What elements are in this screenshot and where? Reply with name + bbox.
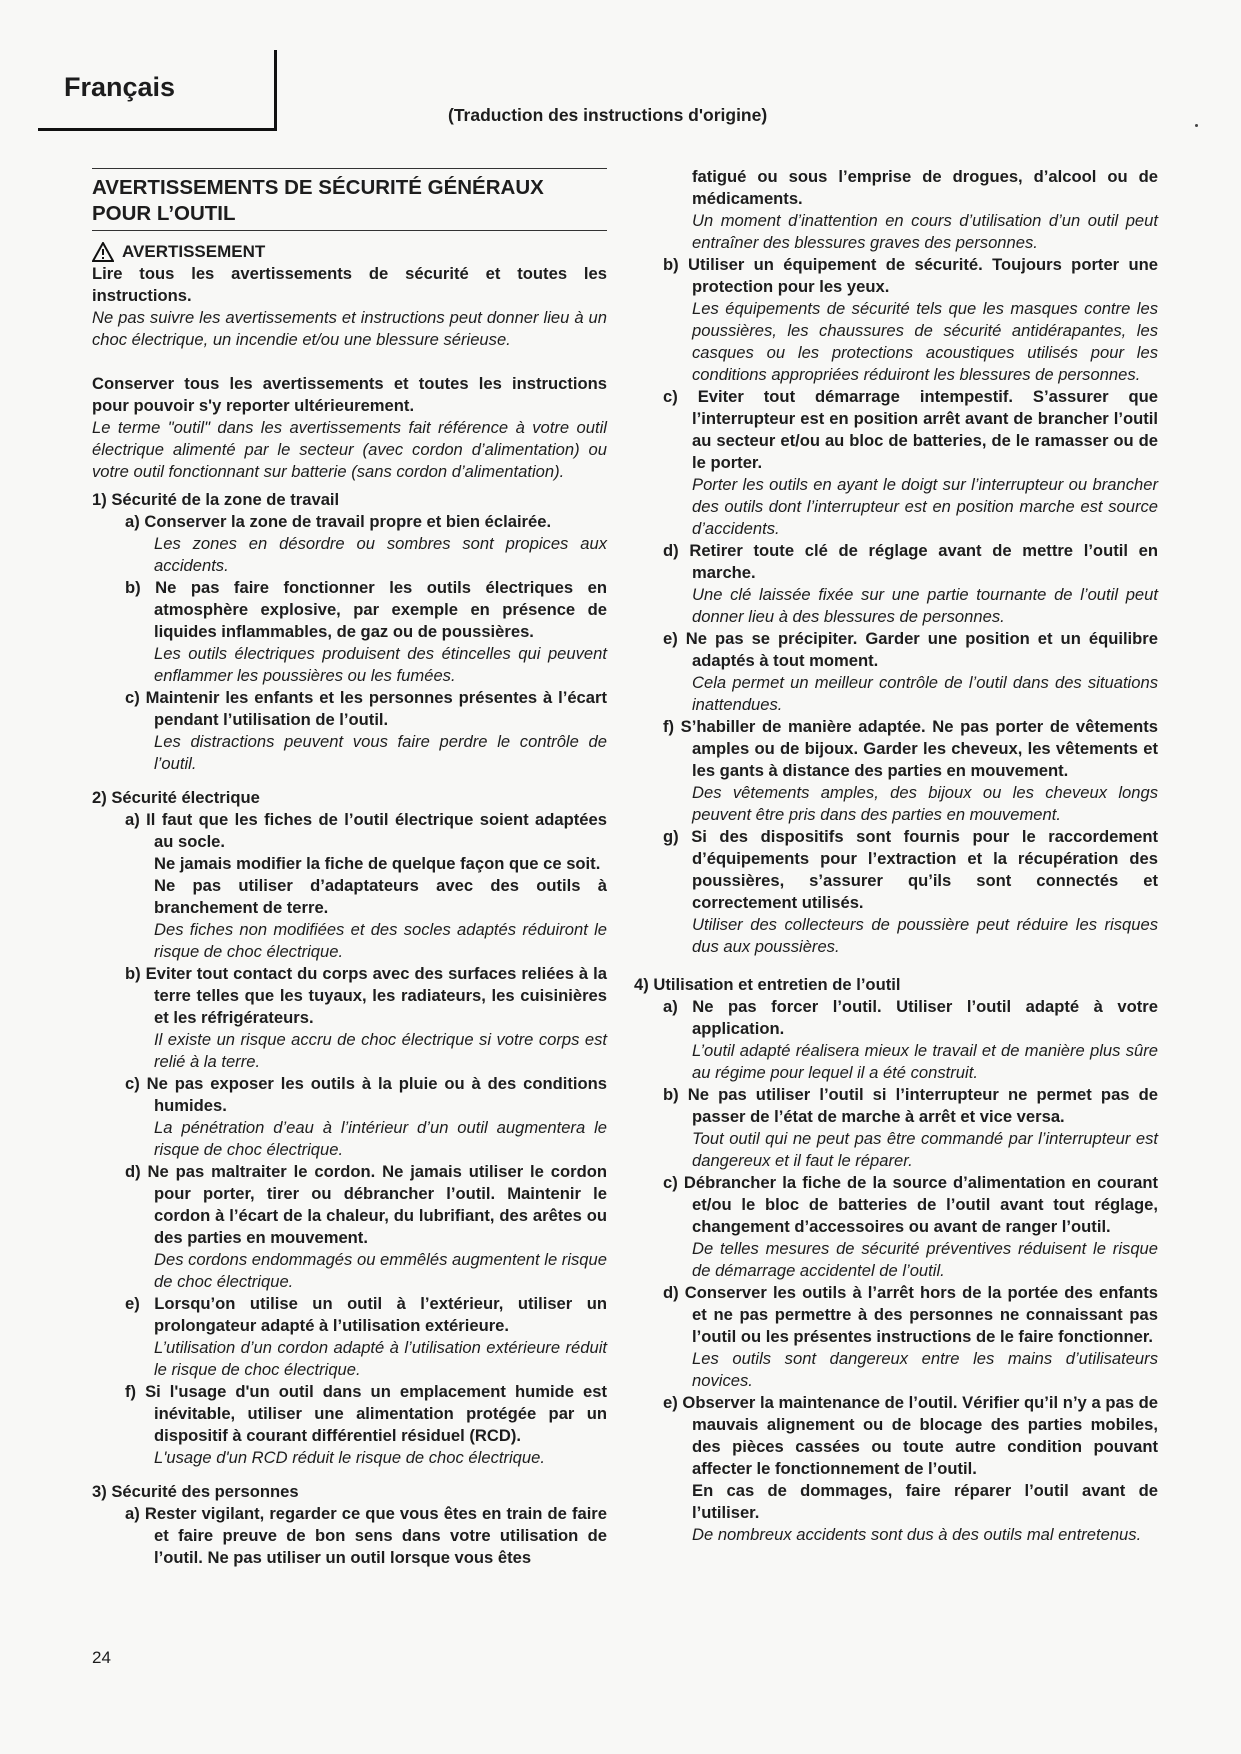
- note-4d: Les outils sont dangereux entre les mains d’utilisateurs novices.: [692, 1349, 1158, 1390]
- margin-mark: [1195, 124, 1198, 127]
- item-4d: d) Conserver les outils à l’arrêt hors de la portée des enfants et ne pas permettre à des personnes ne connaissant pas l’outil ou les présentes instructions de le faire fonctionner.: [663, 1283, 1158, 1346]
- item-3d: d) Retirer toute clé de réglage avant de mettre l’outil en marche.: [663, 541, 1158, 582]
- item-4e: e) Observer la maintenance de l’outil. Vérifier qu’il n’y a pas de mauvais alignement ou de blocage des parties mobiles, des pièces cassées ou toute autre condition pouvant affecter le fonctionnement de l’outil.: [663, 1393, 1158, 1478]
- item-1b: b) Ne pas faire fonctionner les outils électriques en atmosphère explosive, par exemple en présence de liquides inflammables, de gaz ou de poussières.: [125, 578, 607, 641]
- item-4a: a) Ne pas forcer l’outil. Utiliser l’outil adapté à votre application.: [663, 997, 1158, 1038]
- note-2a: Des fiches non modifiées et des socles adaptés réduiront le risque de choc électrique.: [154, 920, 607, 961]
- note-1a: Les zones en désordre ou sombres sont propices aux accidents.: [154, 534, 607, 575]
- item-1a: a) Conserver la zone de travail propre et bien éclairée.: [125, 512, 552, 531]
- note-3g: Utiliser des collecteurs de poussière peut réduire les risques dus aux poussières.: [692, 915, 1158, 956]
- note-2f: L'usage d'un RCD réduit le risque de choc électrique.: [154, 1448, 545, 1467]
- item-1c: c) Maintenir les enfants et les personnes présentes à l’écart pendant l’utilisation de l’outil.: [125, 688, 607, 729]
- section-heading-1: 1) Sécurité de la zone de travail: [92, 490, 340, 509]
- item-2e: e) Lorsqu’on utilise un outil à l’extérieur, utiliser un prolongateur adapté à l’utilisation extérieure.: [125, 1294, 607, 1335]
- item-2a: a) Il faut que les fiches de l’outil électrique soient adaptées au socle.: [125, 810, 607, 851]
- right-column: [634, 166, 1158, 1546]
- warning-heading: [92, 241, 607, 263]
- note-3f: Des vêtements amples, des bijoux ou les cheveux longs peuvent être pris dans des parties en mouvement.: [692, 783, 1158, 824]
- language-title: Français: [64, 72, 176, 102]
- item-2f: f) Si l'usage d'un outil dans un emplacement humide est inévitable, utiliser une alimentation protégée par un dispositif à courant différentiel résiduel (RCD).: [125, 1382, 607, 1445]
- item-4c: c) Débrancher la fiche de la source d’alimentation en courant et/ou le bloc de batteries de l’outil avant tout réglage, changement d’accessoires ou avant de ranger l’outil.: [663, 1173, 1158, 1236]
- note-1b: Les outils électriques produisent des étincelles qui peuvent enflammer les poussières ou les fumées.: [154, 644, 607, 685]
- note-4a: L’outil adapté réalisera mieux le travail et de manière plus sûre au régime pour lequel il a été construit.: [692, 1041, 1158, 1082]
- item-4b: b) Ne pas utiliser l’outil si l’interrupteur ne permet pas de passer de l’état de marche à arrêt et vice versa.: [663, 1085, 1158, 1126]
- item-3e: e) Ne pas se précipiter. Garder une position et un équilibre adaptés à tout moment.: [663, 629, 1158, 670]
- left-column: [92, 168, 607, 1569]
- item-4e-line2: En cas de dommages, faire réparer l’outil avant de l’utiliser.: [692, 1481, 1158, 1522]
- item-3g: g) Si des dispositifs sont fournis pour le raccordement d’équipements pour l’extraction et la récupération des poussières, s’assurer qu’ils sont connectés et correctement utilisés.: [663, 827, 1158, 912]
- item-2d: d) Ne pas maltraiter le cordon. Ne jamais utiliser le cordon pour porter, tirer ou débrancher l’outil. Maintenir le cordon à l’écart de la chaleur, du lubrifiant, des arêtes ou des parties en mouvement.: [125, 1162, 607, 1247]
- translation-subtitle: (Traduction des instructions d'origine): [448, 105, 768, 125]
- warning-label: AVERTISSEMENT: [122, 242, 266, 261]
- note-3a: Un moment d’inattention en cours d’utilisation d’un outil peut entraîner des blessures graves des personnes.: [692, 211, 1158, 252]
- intro-note: Ne pas suivre les avertissements et instructions peut donner lieu à un choc électrique, un incendie et/ou une blessure sérieuse.: [92, 308, 607, 349]
- section-heading-3: 3) Sécurité des personnes: [92, 1482, 299, 1501]
- title-rule-top: [92, 168, 607, 169]
- item-2c: c) Ne pas exposer les outils à la pluie ou à des conditions humides.: [125, 1074, 607, 1115]
- note-4c: De telles mesures de sécurité préventives réduisent le risque de démarrage accidentel de l’outil.: [692, 1239, 1158, 1280]
- note-3c: Porter les outils en ayant le doigt sur l’interrupteur ou brancher des outils dont l’interrupteur est en position marche est source d’accidents.: [692, 475, 1158, 538]
- title-rule-bottom: [92, 230, 607, 231]
- item-2a-line2: Ne jamais modifier la fiche de quelque façon que ce soit.: [154, 854, 601, 873]
- note-3d: Une clé laissée fixée sur une partie tournante de l’outil peut donner lieu à des blessures de personnes.: [692, 585, 1158, 626]
- item-3a: a) Rester vigilant, regarder ce que vous êtes en train de faire et faire preuve de bon sens dans votre utilisation de l’outil. Ne pas utiliser un outil lorsque vous êtes: [125, 1504, 607, 1567]
- keep-instruction: Conserver tous les avertissements et toutes les instructions pour pouvoir s'y reporter ultérieurement.: [92, 374, 607, 415]
- note-3b: Les équipements de sécurité tels que les masques contre les poussières, les chaussures de sécurité antidérapantes, les casques ou les protections acoustiques utilisés pour les conditions appropriées réduiront les blessures de personnes.: [692, 299, 1158, 384]
- note-3e: Cela permet un meilleur contrôle de l’outil dans des situations inattendues.: [692, 673, 1158, 714]
- note-2b: Il existe un risque accru de choc électrique si votre corps est relié à la terre.: [154, 1030, 607, 1071]
- note-1c: Les distractions peuvent vous faire perdre le contrôle de l’outil.: [154, 732, 607, 773]
- item-2a-line3: Ne pas utiliser d’adaptateurs avec des outils à branchement de terre.: [154, 876, 607, 917]
- section-title: AVERTISSEMENTS DE SÉCURITÉ GÉNÉRAUX POUR L’OUTIL: [92, 176, 544, 225]
- item-3b: b) Utiliser un équipement de sécurité. Toujours porter une protection pour les yeux.: [663, 255, 1158, 296]
- intro-instruction: Lire tous les avertissements de sécurité et toutes les instructions.: [92, 264, 607, 305]
- section-heading-4: 4) Utilisation et entretien de l’outil: [634, 975, 901, 994]
- item-3a-continued: fatigué ou sous l’emprise de drogues, d’alcool ou de médicaments.: [692, 167, 1158, 208]
- note-4e: De nombreux accidents sont dus à des outils mal entretenus.: [692, 1525, 1142, 1544]
- item-3c: c) Eviter tout démarrage intempestif. S’assurer que l’interrupteur est en position arrêt avant de brancher l’outil au secteur et/ou au bloc de batteries, de le ramasser ou de le porter.: [663, 387, 1158, 472]
- page-number: 24: [92, 1648, 111, 1667]
- warning-triangle-icon: [92, 242, 114, 262]
- note-2d: Des cordons endommagés ou emmêlés augmentent le risque de choc électrique.: [154, 1250, 607, 1291]
- section-heading-2: 2) Sécurité électrique: [92, 788, 260, 807]
- item-3f: f) S’habiller de manière adaptée. Ne pas porter de vêtements amples ou de bijoux. Garder les cheveux, les vêtements et les gants à distance des parties en mouvement.: [663, 717, 1158, 780]
- item-2b: b) Eviter tout contact du corps avec des surfaces reliées à la terre telles que les tuyaux, les radiateurs, les cuisinières et les réfrigérateurs.: [125, 964, 607, 1027]
- note-2c: La pénétration d’eau à l’intérieur d’un outil augmentera le risque de choc électrique.: [154, 1118, 607, 1159]
- keep-note: Le terme "outil" dans les avertissements fait référence à votre outil électrique alimenté par le secteur (avec cordon d’alimentation) ou votre outil fonctionnant sur batterie (sans cordon d’alimentation).: [92, 418, 607, 481]
- note-4b: Tout outil qui ne peut pas être commandé par l’interrupteur est dangereux et il faut le réparer.: [692, 1129, 1158, 1170]
- note-2e: L’utilisation d’un cordon adapté à l’utilisation extérieure réduit le risque de choc électrique.: [154, 1338, 607, 1379]
